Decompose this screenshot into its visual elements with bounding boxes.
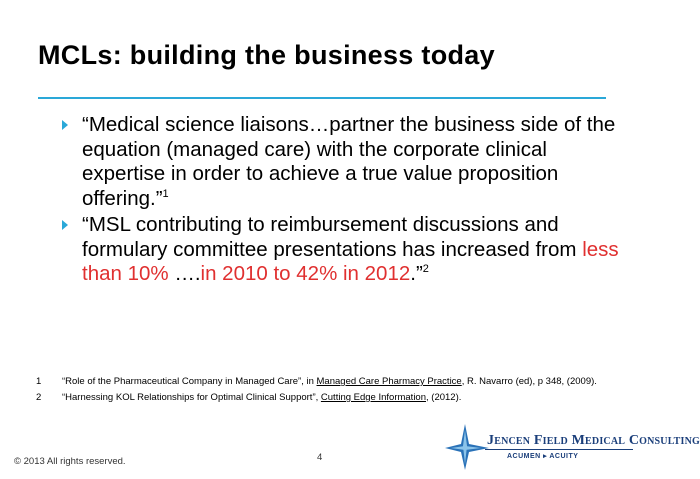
bullet-arrow-icon: [62, 120, 68, 130]
footnote-text: [62, 392, 461, 403]
title-divider: [38, 97, 606, 99]
logo-tagline: ACUMEN ▸ ACUITY: [507, 453, 579, 460]
bullet-text: [82, 113, 615, 210]
footnote-text: [62, 376, 597, 387]
footnote-number: 1: [36, 376, 42, 387]
citation-mark: 1: [162, 187, 169, 200]
logo-divider: [485, 449, 633, 450]
page-number: 4: [317, 452, 323, 463]
company-logo: [445, 422, 700, 472]
highlight-text: in 2010 to 42% in 2012: [200, 262, 411, 285]
bullet-arrow-icon: [62, 220, 68, 230]
footnote: [36, 390, 626, 406]
highlight-text: less than 10%: [82, 237, 619, 285]
footnote: [36, 374, 626, 390]
compass-star-icon: [445, 422, 489, 472]
bullet-item: [62, 213, 622, 287]
bullet-list: [62, 113, 622, 289]
text-run: “Harnessing KOL Relationships for Optimal Clinical Support”,: [62, 392, 321, 403]
text-run: “Medical science liaisons…partner the business side of the equation (managed care) with the corporate clinical expertise in order to achieve a true value proposition offering.”: [82, 113, 616, 210]
copyright: © 2013 All rights reserved.: [14, 456, 126, 467]
slide-title: MCLs: building the business today: [38, 40, 495, 70]
footnotes: [36, 374, 626, 406]
footnote-number: 2: [36, 392, 42, 403]
text-run: ….: [168, 262, 201, 285]
text-run: .”: [410, 262, 423, 285]
logo-name: Jencen Field Medical Consulting: [487, 433, 700, 448]
bullet-item: [62, 113, 622, 211]
text-run: , (2012).: [426, 392, 462, 403]
source-title: Managed Care Pharmacy Practice: [316, 376, 462, 387]
citation-mark: 2: [422, 263, 429, 276]
text-run: , R. Navarro (ed), p 348, (2009).: [461, 376, 597, 387]
source-title: Cutting Edge Information: [320, 392, 426, 403]
text-run: “MSL contributing to reimbursement discussions and formulary committee presentations has increased from: [82, 213, 583, 261]
bullet-text: [82, 213, 619, 285]
text-run: “Role of the Pharmaceutical Company in Managed Care”, in: [62, 376, 317, 387]
